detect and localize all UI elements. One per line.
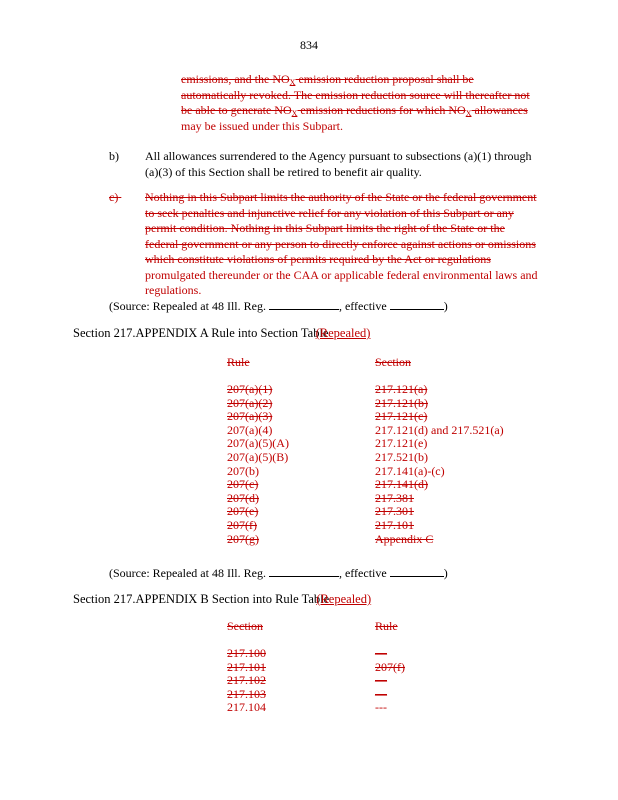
deleted-line: which constitute violations of permits required by the Act or regulations xyxy=(145,252,491,266)
table-cell-rule: 207(e) xyxy=(227,504,259,519)
table-a-header-rule: Rule xyxy=(227,355,250,369)
inserted-text: (Repealed) xyxy=(316,592,372,606)
table-cell-section: 217.121(c) xyxy=(375,409,428,424)
page-number: 834 xyxy=(300,38,318,52)
paragraph-b xyxy=(145,149,545,180)
table-cell-rule: 207(a)(4) xyxy=(227,422,273,437)
appendix-a-title: Section 217.APPENDIX A Rule into Section Table (Repealed) xyxy=(73,326,371,340)
table-cell-rule: — xyxy=(375,686,387,701)
paragraph-c-label: c) xyxy=(109,190,119,204)
kept-line: promulgated thereunder or the CAA or applicable federal environmental laws and xyxy=(145,267,538,282)
table-cell-section: 217.141(a)-(c) xyxy=(375,463,445,478)
kept-line: may be issued under this Subpart. xyxy=(181,118,343,133)
table-cell-rule: 207(a)(5)(B) xyxy=(227,450,289,464)
paragraph-a-tail xyxy=(181,72,541,134)
table-cell-rule: 207(f) xyxy=(227,518,257,532)
blank-line xyxy=(269,565,339,577)
appendix-b-title: Section 217.APPENDIX B Section into Rule Table (Repealed) xyxy=(73,592,372,606)
paragraph-b-label: b) xyxy=(109,149,119,163)
paragraph-c xyxy=(145,190,545,299)
table-cell-section: 217.521(b) xyxy=(375,450,428,464)
table-cell-section: 217.102 xyxy=(227,673,266,688)
table-cell-section: Appendix C xyxy=(375,531,434,546)
inserted-text: (Repealed) xyxy=(315,326,371,340)
table-cell-rule: — xyxy=(375,673,387,688)
table-cell-section: 217.301 xyxy=(375,504,414,519)
table-cell-rule: — xyxy=(375,646,387,660)
table-cell-rule: 207(g) xyxy=(227,531,259,546)
table-cell-rule: 207(a)(2) xyxy=(227,395,273,410)
table-cell-section: 217.121(b) xyxy=(375,395,428,410)
deleted-line: Nothing in this Subpart limits the authority of the State or the federal government xyxy=(145,190,537,204)
table-cell-section: 217.101 xyxy=(375,518,414,532)
text-line: All allowances surrendered to the Agency pursuant to subsections (a)(1) through xyxy=(145,149,532,163)
table-cell-section: 217.103 xyxy=(227,686,266,701)
table-cell-section: 217.381 xyxy=(375,490,414,505)
table-cell-rule: 207(a)(5)(A) xyxy=(227,436,289,451)
deleted-line: emissions, and the $NO_X$ emission reduction proposal shall be xyxy=(181,72,474,87)
deleted-line: permit condition. Nothing in this Subpart limits the right of the State or the xyxy=(145,221,505,235)
table-cell-rule: 207(c) xyxy=(227,477,259,492)
kept-line: regulations. xyxy=(145,283,202,297)
text-line: (a)(3) of this Section shall be retired to benefit air quality. xyxy=(145,164,422,179)
deleted-line: be able to generate $NO_X$ emission reductions for which $NO_X$ allowances xyxy=(181,103,528,118)
table-cell-rule: --- xyxy=(375,700,387,715)
source-note-2: (Source: Repealed at 48 Ill. Reg. , effective ) xyxy=(109,566,448,580)
table-cell-section: 217.104 xyxy=(227,700,266,715)
paragraph-c-label-wrap xyxy=(109,190,145,206)
source-note-1: (Source: Repealed at 48 Ill. Reg. , effective ) xyxy=(109,299,448,313)
table-cell-rule: 207(d) xyxy=(227,490,259,505)
table-cell-section: 217.141(d) xyxy=(375,477,428,492)
deleted-line: automatically revoked. The emission reduction source will thereafter not xyxy=(181,87,530,102)
deleted-line: federal government or any person to directly enforce against actions or omissions xyxy=(145,236,536,251)
deleted-line: to seek penalties and injunctive relief for any violation of this Subpart or any xyxy=(145,205,514,220)
deleted-tab xyxy=(118,190,142,206)
table-cell-section: 217.121(e) xyxy=(375,436,428,451)
table-b-header-section: Section xyxy=(227,619,263,633)
table-cell-rule: 207(b) xyxy=(227,463,259,478)
table-cell-rule: 207(f) xyxy=(375,659,405,674)
table-cell-section: 217.121(d) and 217.521(a) xyxy=(375,422,504,437)
table-cell-rule: 207(a)(1) xyxy=(227,382,273,396)
blank-line xyxy=(269,298,339,310)
blank-line xyxy=(390,565,444,577)
table-b-header-rule: Rule xyxy=(375,619,398,633)
table-cell-section: 217.100 xyxy=(227,646,266,660)
table-cell-section: 217.101 xyxy=(227,659,266,674)
table-cell-section: 217.121(a) xyxy=(375,382,428,396)
blank-line xyxy=(390,298,444,310)
table-a-header-section: Section xyxy=(375,355,411,369)
table-cell-rule: 207(a)(3) xyxy=(227,409,273,424)
